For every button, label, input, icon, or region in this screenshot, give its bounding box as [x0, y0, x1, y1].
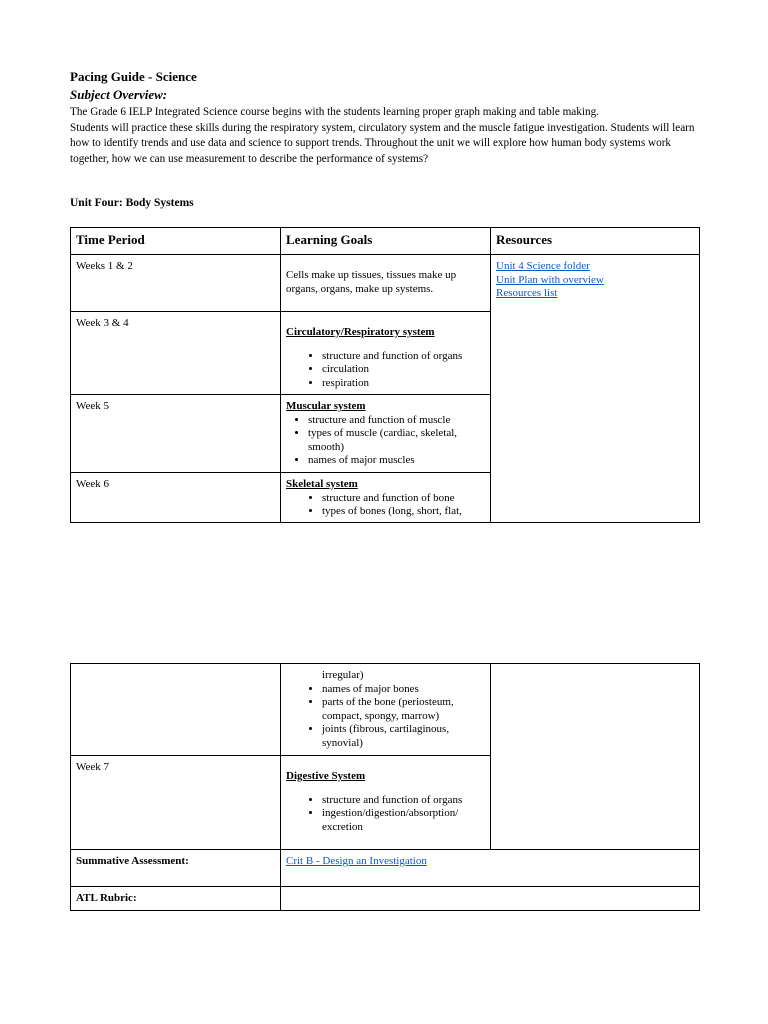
goal-heading: Skeletal system — [286, 478, 358, 490]
table-row — [71, 850, 700, 887]
list-item: • structure and function of organs — [322, 350, 485, 364]
period-cell: Week 3 & 4 — [71, 312, 281, 395]
subject-overview — [70, 105, 710, 167]
unit-title: Unit Four: Body Systems — [70, 197, 194, 209]
list-item: • joints (fibrous, cartilaginous, synovial) — [322, 723, 485, 750]
page-title: Pacing Guide - Science — [70, 69, 197, 84]
atl-rubric-label: ATL Rubric: — [71, 887, 281, 911]
unit-4-science-folder-link[interactable]: Unit 4 Science folder — [496, 260, 590, 272]
goal-cell — [281, 312, 491, 395]
list-item: • names of major muscles — [308, 454, 485, 468]
crit-b-link[interactable]: Crit B - Design an Investigation — [286, 855, 427, 867]
list-item: • circulation — [322, 363, 485, 377]
resources-list-link[interactable]: Resources list — [496, 287, 558, 299]
unit-plan-overview-link[interactable]: Unit Plan with overview — [496, 273, 604, 286]
goal-heading: Muscular system — [286, 400, 366, 412]
period-cell: Week 5 — [71, 395, 281, 473]
goal-heading: Digestive System — [286, 770, 366, 782]
pacing-table — [70, 227, 700, 523]
pacing-table-continued — [70, 663, 700, 911]
summative-cell — [281, 850, 700, 887]
list-item: • ingestion/digestion/absorption/ excretion — [322, 807, 485, 834]
overview-paragraph-2: Students will practice these skills during the respiratory system, circulatory system and the muscle fatigue investigation. Students will learn how to identify trends and use data and science to support trends. Throughout the unit we will explore how human body systems work together, how we can use measurement to describe the performance of systems? — [70, 121, 695, 165]
summative-label: Summative Assessment: — [71, 850, 281, 887]
header-resources: Resources — [491, 228, 700, 255]
table-row — [71, 664, 700, 756]
period-cell: Week 7 — [71, 756, 281, 850]
goal-list — [286, 350, 485, 391]
period-cell: Week 6 — [71, 473, 281, 523]
list-item: • structure and function of muscle — [308, 414, 485, 428]
goal-cell: Cells make up tissues, tissues make up organs, organs, make up systems. — [281, 255, 491, 312]
list-item: • names of major bones — [322, 683, 485, 697]
goal-cell — [281, 395, 491, 473]
goal-list — [286, 414, 485, 468]
list-item: • types of muscle (cardiac, skeletal, smooth) — [308, 427, 485, 454]
goal-continuation: irregular) — [322, 669, 364, 681]
period-cell — [71, 664, 281, 756]
period-cell: Weeks 1 & 2 — [71, 255, 281, 312]
table-row — [71, 887, 700, 911]
goal-list — [286, 794, 485, 835]
list-item: • respiration — [322, 377, 485, 391]
list-item: • structure and function of organs — [322, 794, 485, 808]
header-learning-goals: Learning Goals — [281, 228, 491, 255]
list-item: • structure and function of bone — [322, 492, 485, 506]
goal-cell — [281, 664, 491, 756]
goal-list — [286, 492, 485, 519]
subject-overview-heading: Subject Overview: — [70, 87, 168, 102]
header-time-period: Time Period — [71, 228, 281, 255]
atl-rubric-cell — [281, 887, 700, 911]
list-item: • types of bones (long, short, flat, — [322, 505, 485, 519]
goal-heading: Circulatory/Respiratory system — [286, 326, 435, 338]
goal-cell — [281, 756, 491, 850]
list-item: • parts of the bone (periosteum, compact, spongy, marrow) — [322, 696, 485, 723]
resources-cell — [491, 255, 700, 523]
table-row — [71, 255, 700, 312]
goal-cell — [281, 473, 491, 523]
overview-paragraph-1: The Grade 6 IELP Integrated Science course begins with the students learning proper graph making and table making. — [70, 106, 599, 118]
resources-cell — [491, 664, 700, 850]
goal-list — [286, 683, 485, 751]
table-header-row — [71, 228, 700, 255]
